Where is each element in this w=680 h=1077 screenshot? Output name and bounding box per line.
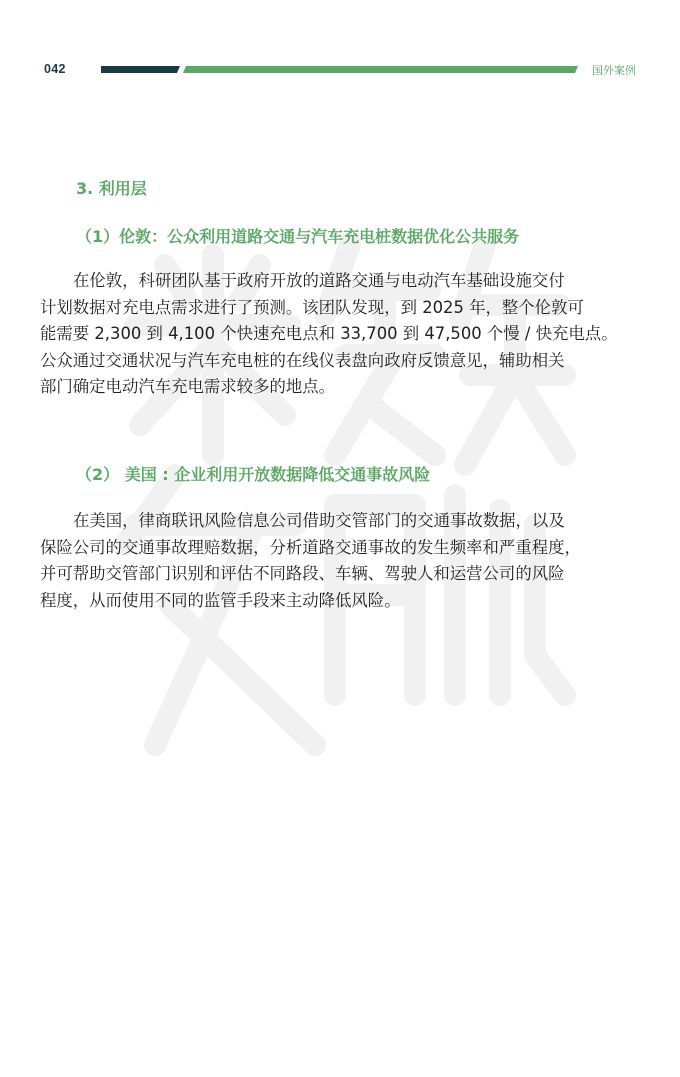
header-decorative-bar <box>0 0 680 90</box>
paragraph-line: 计划数据对充电点需求进行了预测。该团队发现，到 2025 年，整个伦敦可 <box>40 297 584 317</box>
paragraph-usa <box>40 508 645 614</box>
paragraph-line: 公众通过交通状况与汽车充电桩的在线仪表盘向政府反馈意见，辅助相关 <box>40 350 565 370</box>
paragraph-line: 程度，从而使用不同的监管手段来主动降低风险。 <box>40 590 401 610</box>
page-number: 042 <box>44 62 66 76</box>
paragraph-line: 在伦敦，科研团队基于政府开放的道路交通与电动汽车基础设施交付 <box>73 271 565 290</box>
paragraph-line: 能需要 2,300 到 4,100 个快速充电点和 33,700 到 47,500 个慢 / 快充电点。 <box>40 324 618 344</box>
section-label: 国外案例 <box>592 64 636 77</box>
header-bar-dark <box>101 66 180 73</box>
paragraph-london <box>40 268 645 401</box>
paragraph-line: 在美国，律商联讯风险信息公司借助交管部门的交通事故数据，以及 <box>73 511 565 530</box>
subsection-heading-usa: （2） 美国 : 企业利用开放数据降低交通事故风险 <box>76 465 431 484</box>
subsection-heading-london: （1）伦敦：公众利用道路交通与汽车充电桩数据优化公共服务 <box>76 227 520 246</box>
paragraph-line: 保险公司的交通事故理赔数据，分析道路交通事故的发生频率和严重程度， <box>40 537 581 557</box>
paragraph-line: 并可帮助交管部门识别和评估不同路段、车辆、驾驶人和运营公司的风险 <box>40 564 565 584</box>
paragraph-line: 部门确定电动汽车充电需求较多的地点。 <box>40 377 336 397</box>
header-bar-green <box>183 66 578 73</box>
page-header <box>0 0 680 90</box>
section-heading: 3. 利用层 <box>76 179 147 198</box>
